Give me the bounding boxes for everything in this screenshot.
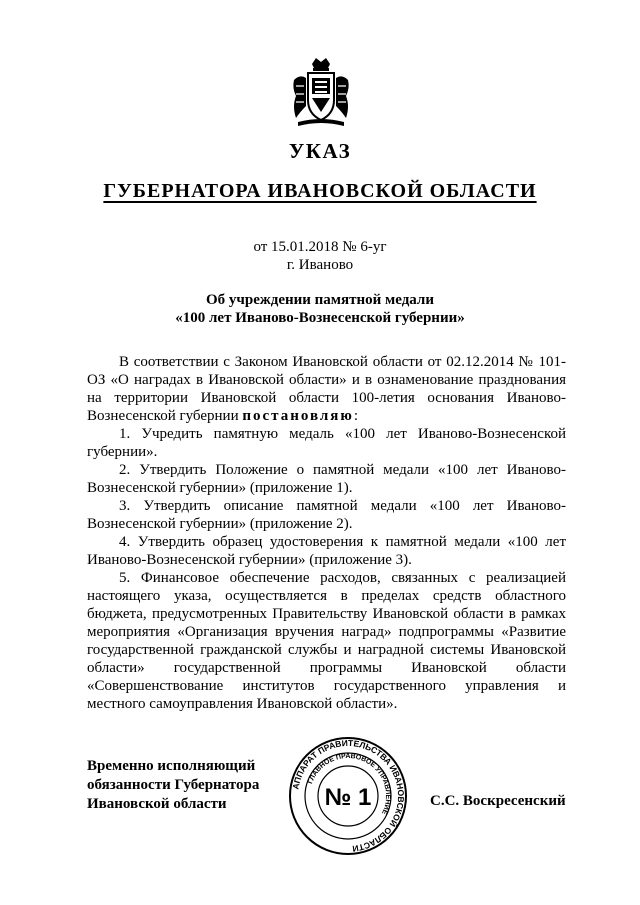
signatory-position-line-3: Ивановской области	[87, 796, 227, 812]
decree-item-3: 3. Утвердить описание памятной медали «100 лет Иваново-Вознесенской губернии» (приложение 2).	[87, 498, 566, 532]
stamp-inner-text: ГЛАВНОЕ ПРАВОВОЕ УПРАВЛЕНИЕ	[307, 752, 392, 816]
decree-body	[87, 353, 566, 713]
signatory-position-line-1: Временно исполняющий	[87, 758, 256, 774]
preamble-paragraph	[87, 353, 566, 425]
decree-city: г. Иваново	[286, 257, 354, 273]
subject-line-2: «100 лет Иваново-Вознесенской губернии»	[175, 310, 465, 326]
subject-line-1: Об учреждении памятной медали	[205, 292, 434, 308]
coat-of-arms-icon	[290, 56, 352, 130]
issuer-heading	[0, 180, 640, 203]
document-type-heading: УКАЗ	[288, 139, 352, 163]
stamp-number: № 1	[324, 784, 372, 811]
signatory-position-line-2: обязанности Губернатора	[87, 777, 260, 793]
stamp-outer-text: АППАРАТ ПРАВИТЕЛЬСТВА ИВАНОВСКОЙ ОБЛАСТИ	[290, 737, 407, 854]
decree-item-2: 2. Утвердить Положение о памятной медали «100 лет Иваново-Вознесенской губернии» (приложение 1).	[87, 462, 566, 496]
official-stamp	[288, 736, 408, 856]
decree-item-1: 1. Учредить памятную медаль «100 лет Иваново-Вознесенской губернии».	[87, 426, 566, 460]
signatory-position	[87, 757, 287, 814]
preamble-text: В соответствии с Законом Ивановской области от 02.12.2014 № 101-ОЗ «О наградах в Ивановской области» и в ознаменование празднования на территории Ивановской области 100-летия основания Иваново-Вознесенской губернии	[87, 354, 566, 424]
decree-item-5: 5. Финансовое обеспечение расходов, связанных с реализацией настоящего указа, осуществляется в пределах средств областного бюджета, предусмотренных Правительству Ивановской области в рамках мероприятия «Организация вручения наград» подпрограммы «Развитие государственной гражданской службы и наградной системы Ивановской области» государственной программы Ивановской области «Совершенствование институтов государственного управления и местного самоуправления Ивановской области».	[87, 570, 566, 712]
decree-item-4: 4. Утвердить образец удостоверения к памятной медали «100 лет Иваново-Вознесенской губернии» (приложение 3).	[87, 534, 566, 568]
issuer-heading-text: ГУБЕРНАТОРА ИВАНОВСКОЙ ОБЛАСТИ	[103, 180, 537, 202]
preamble-colon: :	[353, 408, 359, 424]
decree-keyword: постановляю	[242, 408, 354, 424]
signatory-name: С.С. Воскресенский	[430, 793, 566, 809]
decree-date-number: от 15.01.2018 № 6-уг	[253, 239, 387, 255]
decree-subject	[0, 291, 640, 327]
